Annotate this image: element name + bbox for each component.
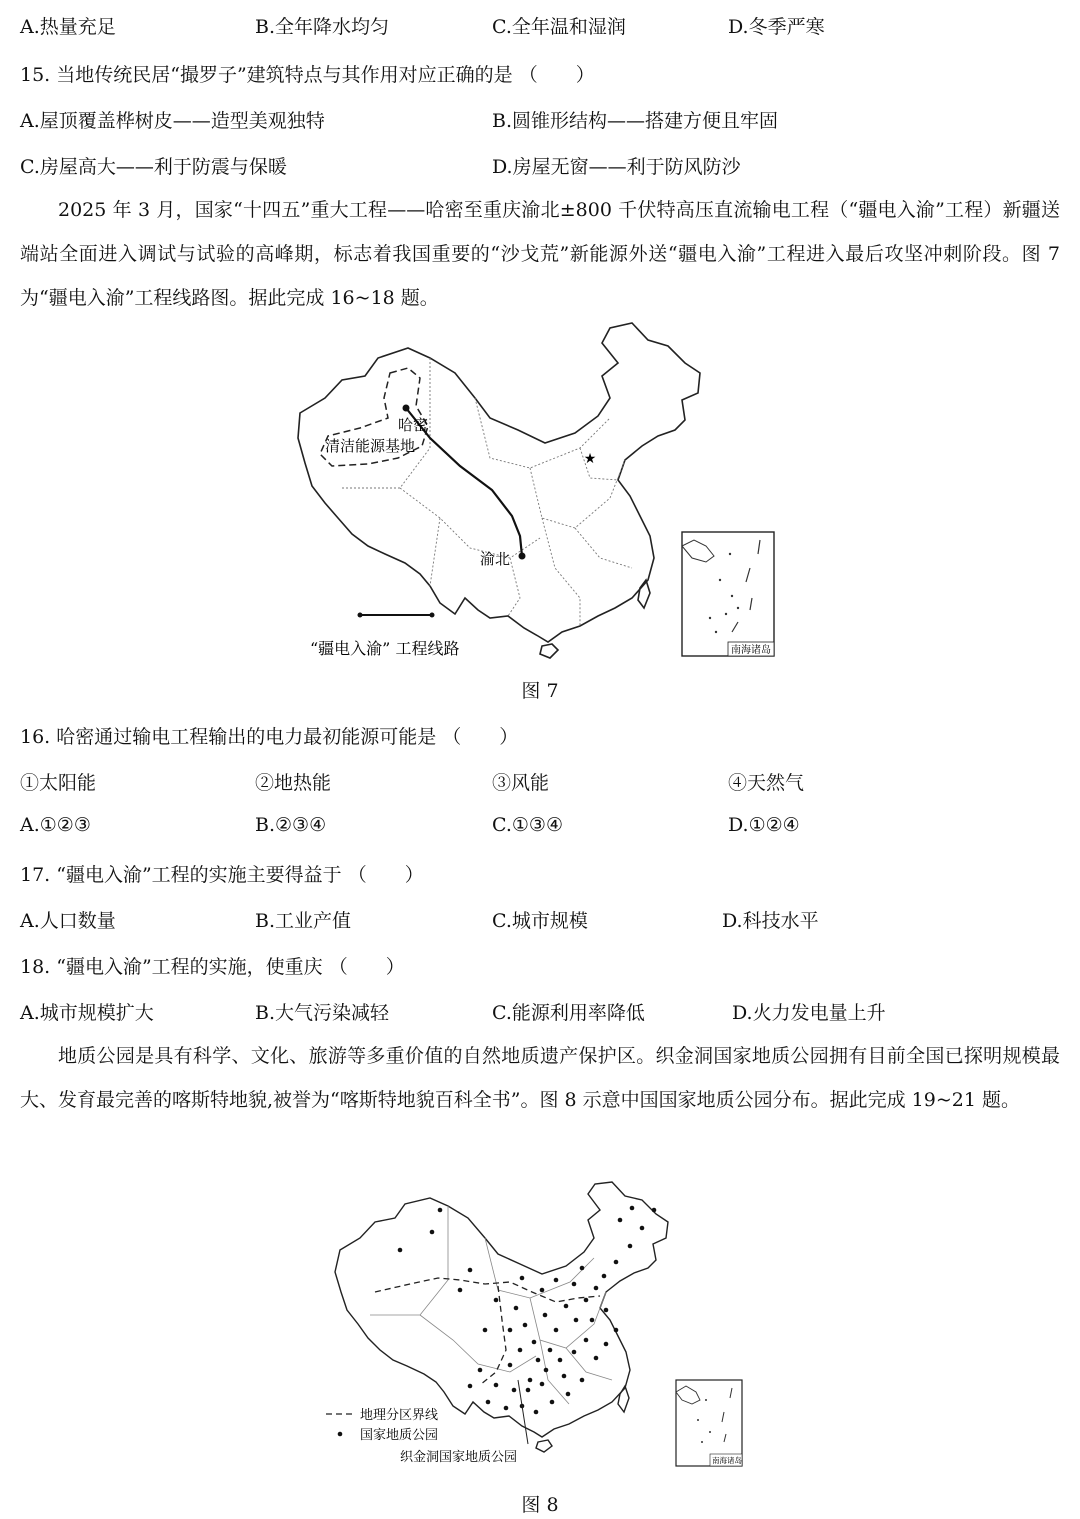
q15-option-b[interactable]: B.圆锥形结构——搭建方便且牢固 — [492, 110, 779, 132]
label-hami: 哈密 — [398, 416, 429, 434]
china-outline — [298, 323, 700, 658]
figure-8-caption: 图 8 — [521, 1494, 559, 1516]
geographic-boundary-line — [375, 1278, 600, 1385]
legend-route-label: “疆电入渝” 工程线路 — [310, 639, 460, 658]
label-clean-energy-base: 清洁能源基地 — [325, 437, 416, 455]
q16-item-4: ④天然气 — [728, 772, 805, 794]
passage-power-project: 2025 年 3 月，国家“十四五”重大工程——哈密至重庆渝北±800 千伏特高压直流输电工程（“疆电入渝”工程）新疆送端站全面进入调试与试验的高峰期，标志着我国重要的“沙戈荒”新能源外送“疆电入渝”工程进入最后攻坚冲刺阶段。图 7 为“疆电入渝”工程线路图。据此完成 16~18 题。 — [20, 199, 1060, 309]
q14-option-a[interactable]: A.热量充足 — [20, 16, 116, 38]
q16-option-d[interactable]: D.①②④ — [728, 814, 800, 836]
q18-stem: 18. “疆电入渝”工程的实施，使重庆 （ ） — [20, 956, 405, 978]
q15-option-c[interactable]: C.房屋高大——利于防震与保暖 — [20, 156, 287, 178]
q14-option-c[interactable]: C.全年温和湿润 — [492, 16, 626, 38]
q17-stem: 17. “疆电入渝”工程的实施主要得益于 （ ） — [20, 864, 424, 886]
q14-option-d[interactable]: D.冬季严寒 — [728, 16, 825, 38]
q15-stem: 15. 当地传统民居“撮罗子”建筑特点与其作用对应正确的是 （ ） — [20, 64, 595, 86]
legend-boundary-label: 地理分区界线 — [360, 1408, 439, 1423]
hami-point — [403, 405, 410, 412]
legend-park-dot — [338, 1432, 343, 1437]
q16-option-a[interactable]: A.①②③ — [20, 814, 91, 836]
q17-option-c[interactable]: C.城市规模 — [492, 910, 588, 932]
passage-geopark: 地质公园是具有科学、文化、旅游等多重价值的自然地质遗产保护区。织金洞国家地质公园拥有目前全国已探明规模最大、发育最完善的喀斯特地貌,被誉为“喀斯特地貌百科全书”。图 8 示意中国国家地质公园分布。据此完成 19~21 题。 — [20, 1045, 1060, 1111]
q15-option-d[interactable]: D.房屋无窗——利于防风防沙 — [492, 156, 741, 178]
inset-label-fig8: 南海诸岛 — [712, 1456, 742, 1465]
inset-label: 南海诸岛 — [731, 645, 771, 656]
legend-route-dot-end — [430, 613, 435, 618]
q18-option-b[interactable]: B.大气污染减轻 — [255, 1002, 390, 1024]
province-borders-fig8 — [370, 1206, 612, 1404]
q15-option-a[interactable]: A.屋顶覆盖桦树皮——造型美观独特 — [20, 110, 325, 132]
legend-route-dot-start — [358, 613, 363, 618]
q18-option-a[interactable]: A.城市规模扩大 — [20, 1002, 154, 1024]
legend-park-label: 国家地质公园 — [360, 1428, 439, 1443]
yubei-point — [519, 553, 526, 560]
q14-option-b[interactable]: B.全年降水均匀 — [255, 16, 390, 38]
q16-option-c[interactable]: C.①③④ — [492, 814, 563, 836]
figure-7-caption: 图 7 — [521, 680, 559, 702]
q16-stem: 16. 哈密通过输电工程输出的电力最初能源可能是 （ ） — [20, 726, 519, 748]
south-sea-inset-fig8 — [676, 1380, 742, 1466]
q17-option-b[interactable]: B.工业产值 — [255, 910, 352, 932]
figure-8-map — [320, 1180, 750, 1470]
q16-item-2: ②地热能 — [255, 772, 332, 794]
south-sea-inset — [682, 532, 774, 656]
q16-item-3: ③风能 — [492, 772, 550, 794]
q16-option-b[interactable]: B.②③④ — [255, 814, 327, 836]
star-icon: ★ — [583, 451, 597, 467]
q17-option-a[interactable]: A.人口数量 — [20, 910, 116, 932]
figure-7-map — [280, 318, 800, 663]
q17-option-d[interactable]: D.科技水平 — [722, 910, 819, 932]
q18-option-d[interactable]: D.火力发电量上升 — [732, 1002, 886, 1024]
q16-item-1: ①太阳能 — [20, 772, 97, 794]
label-yubei: 渝北 — [480, 550, 511, 568]
q18-option-c[interactable]: C.能源利用率降低 — [492, 1002, 645, 1024]
label-zhijin: 织金洞国家地质公园 — [400, 1450, 518, 1465]
